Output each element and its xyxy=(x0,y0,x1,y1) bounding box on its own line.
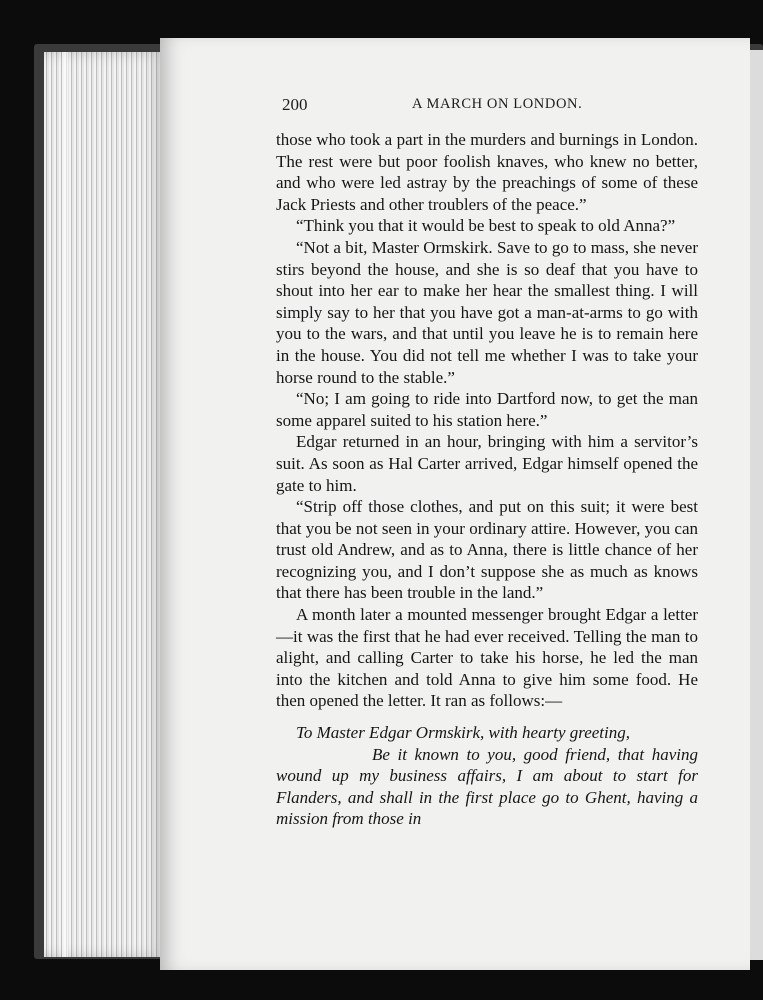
paragraph: “Not a bit, Master Ormskirk. Save to go to mass, she never stirs beyond the house, and she is so deaf that you have to shout into her ear to make her hear the smallest thing. I will simply say to her that you have got a man-at-arms to go with you to the wars, and that until you leave he is to remain here in the house. You did not tell me whether I was to take your horse round to the stable.” xyxy=(276,237,698,387)
paragraph: Edgar returned in an hour, bringing with him a servitor’s suit. As soon as Hal Carter arrived, Edgar himself opened the gate to him. xyxy=(276,432,698,495)
paragraph: “No; I am going to ride into Dartford now, to get the man some apparel suited to his station here.” xyxy=(276,389,698,430)
page-edges-highlight xyxy=(62,52,68,957)
letter-body: Be it known to you, good friend, that having wound up my business affairs, I am about to start for Flanders, and shall in the first place go to Ghent, having a mission from those in xyxy=(276,744,698,829)
paragraph: those who took a part in the murders and burnings in London. The rest were but poor foolish knaves, who knew no better, and who were led astray by the preachings of some of these Jack Priests and other troublers of the peace.” xyxy=(276,130,698,214)
page-number: 200 xyxy=(282,95,308,114)
paragraph: “Strip off those clothes, and put on this suit; it were best that you be not seen in your ordinary attire. However, you can trust old Andrew, and as to Anna, there is little chance of her recognizing you, and I don’t suppose she as much as knows that there has been trouble in the land.” xyxy=(276,497,698,603)
paragraph: A month later a mounted messenger brought Edgar a letter—it was the first that he had ever received. Telling the man to alight, and calling Carter to take his horse, he led the man into the kitchen and told Anna to give him some food. He then opened the letter. It ran as follows:— xyxy=(276,605,698,711)
running-title: A MARCH ON LONDON. xyxy=(412,96,583,112)
letter-salutation: To Master Edgar Ormskirk, with hearty greeting, xyxy=(296,723,631,743)
page-body xyxy=(276,129,698,830)
paragraph: “Think you that it would be best to speak to old Anna?” xyxy=(296,216,676,236)
